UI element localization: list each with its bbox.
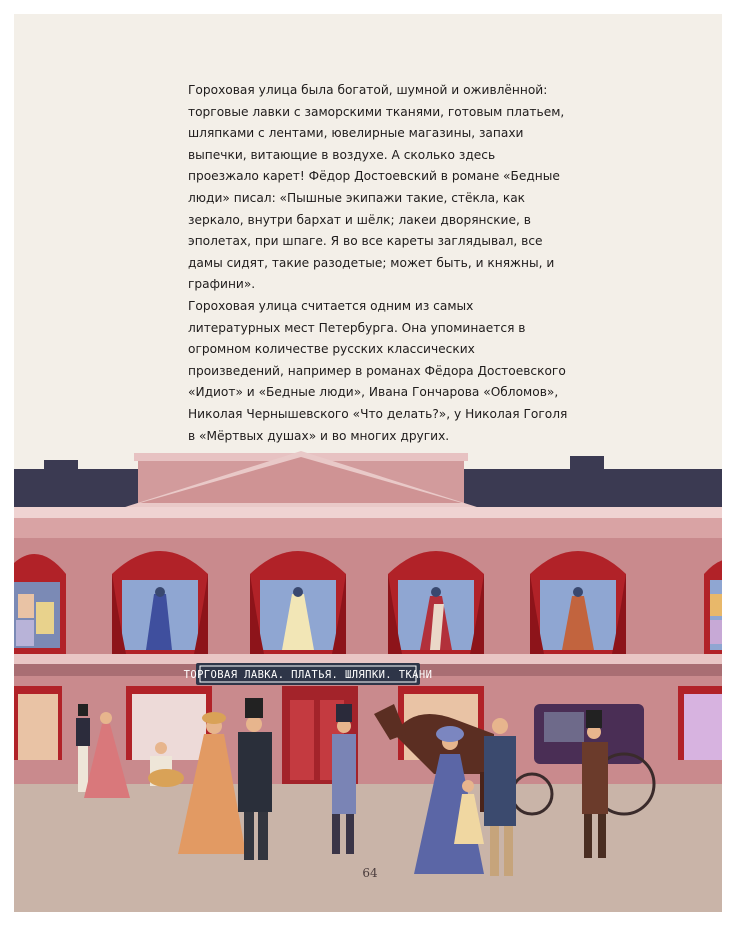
chimney bbox=[570, 456, 604, 469]
paragraph-2: Гороховая улица считается одним из самых литературных мест Петербурга. Она упоминается в огромном количестве русских классических произведений, например в романах Фёдора Достоевского «Идиот» и «Бедные люди», Ивана Гончарова «Обломов», Николая Чернышевского «Что делать?», у Николая Гоголя в «Мёртвых душах» и во многих других. bbox=[188, 298, 568, 443]
chimney bbox=[44, 460, 78, 469]
street bbox=[14, 784, 722, 912]
paragraph-1: Гороховая улица была богатой, шумной и оживлённой: торговые лавки с заморскими тканями, готовым платьем, шляпками с лентами, ювелирные магазины, запахи выпечки, витающие в воздухе. А сколько здесь проезжало карет! Фёдор Достоевский в романе «Бедные люди» писал: «Пышные экипажи такие, стёкла, как зеркало, внутри бархат и шёлк; лакеи дворянские, в эполетах, при шпаге. Я во все кареты заглядывал, все дамы сидят, такие разодетые; может быть, и княжны, и графини». bbox=[188, 83, 565, 292]
book-page bbox=[14, 14, 722, 912]
shop-sign-text: ТОРГОВАЯ ЛАВКА. ПЛАТЬЯ. ШЛЯПКИ. ТКАНИ bbox=[183, 669, 433, 681]
page-number: 64 bbox=[362, 866, 378, 880]
article-text bbox=[188, 80, 568, 447]
